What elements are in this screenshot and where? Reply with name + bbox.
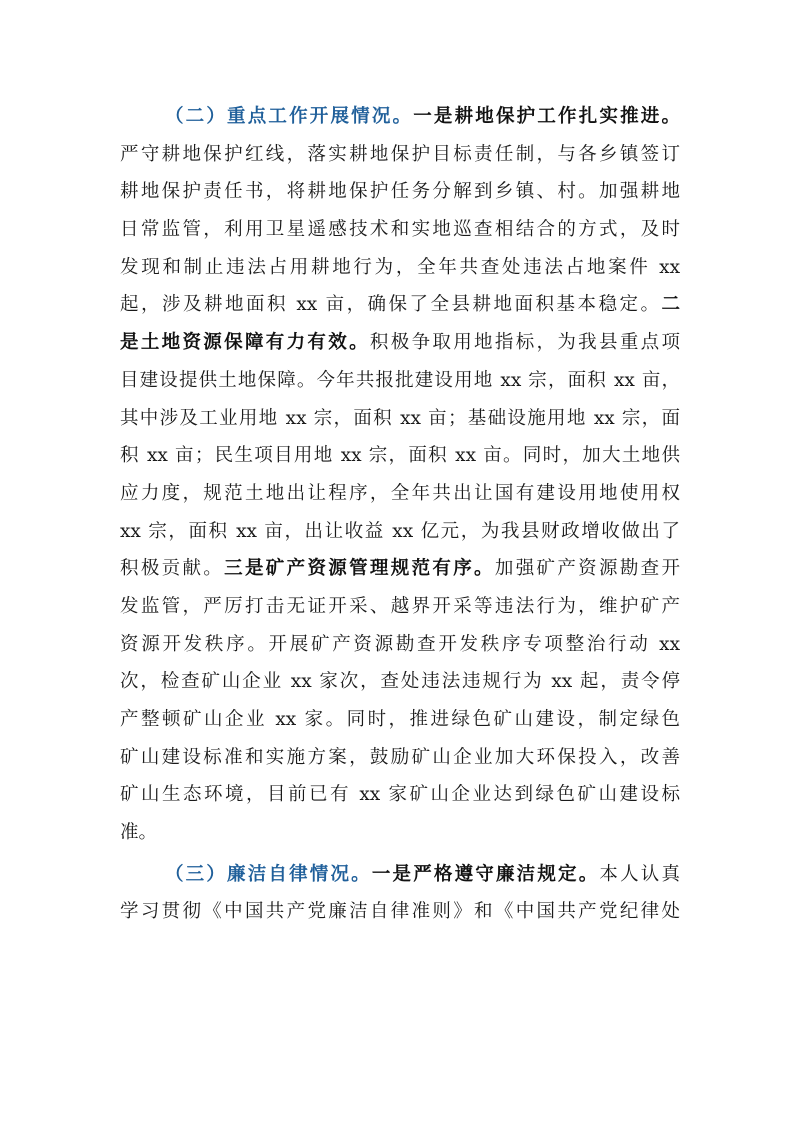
paragraph-line: xx 宗，面积 xx 亩，出让收益 xx 亿元，为我县财政增收做出了	[120, 520, 680, 542]
line-text: 积极争取用地指标，为我县重点项	[369, 332, 680, 354]
line-text: 起，涉及耕地面积 xx 亩，确保了全县耕地面积基本稳定。	[120, 294, 662, 316]
paragraph-line: 耕地保护责任书，将耕地保护任务分解到乡镇、村。加强耕地	[120, 181, 680, 203]
paragraph-line: 矿山生态环境，目前已有 xx 家矿山企业达到绿色矿山建设标	[120, 784, 680, 806]
document-body	[120, 98, 680, 931]
section2-first-line	[120, 98, 680, 136]
section2-lead-2-start: 二	[661, 294, 680, 316]
section3-first-line	[120, 856, 680, 894]
paragraph-line: 严守耕地保护红线，落实耕地保护目标责任制，与各乡镇签订	[120, 143, 680, 165]
paragraph-line	[120, 550, 680, 588]
paragraph-line: 次，检查矿山企业 xx 家次，查处违法违规行为 xx 起，责令停	[120, 671, 680, 693]
paragraph-line: 积 xx 亩；民生项目用地 xx 宗，面积 xx 亩。同时，加大土地供	[120, 445, 680, 467]
paragraph-last-line: 准。	[120, 822, 158, 844]
paragraph-line: 日常监管，利用卫星遥感技术和实地巡查相结合的方式，及时	[120, 219, 680, 241]
section2-heading: （二）重点工作开展情况。	[165, 106, 414, 127]
paragraph-line	[120, 286, 680, 324]
paragraph-line: 发监管，严厉打击无证开采、越界开采等违法行为，维护矿产	[120, 595, 680, 617]
paragraph-line: 产整顿矿山企业 xx 家。同时，推进绿色矿山建设，制定绿色	[120, 709, 680, 730]
section2-lead-1: 一是耕地保护工作扎实推进。	[413, 106, 680, 127]
section2-lead-3: 三是矿产资源管理规范有序。	[224, 558, 495, 580]
section3-lead-1: 一是严格遵守廉洁规定。	[371, 863, 600, 885]
section3-heading: （三）廉洁自律情况。	[165, 863, 372, 885]
line-text: 加强矿产资源勘查开	[494, 558, 680, 580]
paragraph-line: 学习贯彻《中国共产党廉洁自律准则》和《中国共产党纪律处	[120, 901, 680, 923]
paragraph-line: 资源开发秩序。开展矿产资源勘查开发秩序专项整治行动 xx	[120, 633, 680, 655]
paragraph-line: 目建设提供土地保障。今年共报批建设用地 xx 宗，面积 xx 亩，	[120, 369, 680, 391]
line-text: 本人认真	[599, 863, 680, 885]
paragraph-line: 应力度，规范土地出让程序，全年共出让国有建设用地使用权	[120, 482, 680, 504]
paragraph-line: 其中涉及工业用地 xx 宗，面积 xx 亩；基础设施用地 xx 宗，面	[120, 407, 680, 429]
line-text: 积极贡献。	[120, 558, 225, 580]
paragraph-line: 矿山建设标准和实施方案，鼓励矿山企业加大环保投入，改善	[120, 746, 680, 768]
paragraph-line	[120, 324, 680, 362]
paragraph-line: 发现和制止违法占用耕地行为，全年共查处违法占地案件 xx	[120, 256, 680, 278]
section2-lead-2: 是土地资源保障有力有效。	[120, 332, 370, 354]
